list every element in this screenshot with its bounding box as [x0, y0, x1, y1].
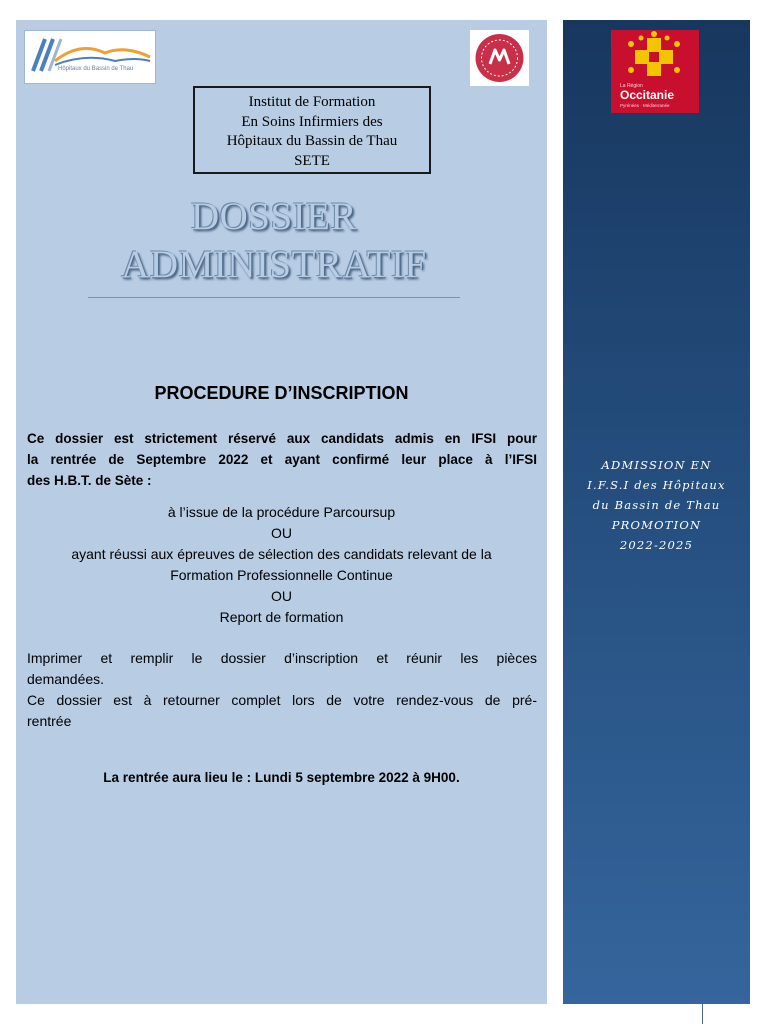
condition-line: ayant réussi aux épreuves de sélection des candidats relevant de la: [71, 546, 492, 562]
reserved-line: Ce dossier est strictement réservé aux candidats admis en IFSI pour: [27, 431, 537, 446]
institution-line: Hôpitaux du Bassin de Thau: [226, 133, 398, 149]
title-underline: [88, 297, 460, 298]
instruction-line: demandées.: [27, 671, 105, 687]
start-date-notice: La rentrée aura lieu le : Lundi 5 septembre 2022 à 9H00.: [103, 770, 460, 785]
instructions-block: [27, 648, 537, 732]
hbt-logo-graphic: [25, 31, 155, 83]
instruction-line: Ce dossier est à retourner complet lors de votre rendez-vous de pré-: [27, 692, 537, 708]
sidebar-line: PROMOTION: [611, 518, 702, 532]
sidebar-admission-text: [563, 455, 750, 555]
title-line-2: ADMINISTRATIF: [121, 243, 427, 286]
institution-line: En Soins Infirmiers des: [241, 113, 383, 130]
instruction-line: rentrée: [27, 713, 72, 729]
university-logo: [470, 30, 529, 86]
condition-line: OU: [271, 525, 292, 541]
condition-line: Formation Professionnelle Continue: [170, 567, 393, 583]
occitanie-name: Occitanie: [620, 88, 675, 102]
institution-box: [193, 86, 431, 174]
condition-line: à l’issue de la procédure Parcoursup: [167, 504, 396, 520]
admission-conditions: [16, 502, 547, 628]
condition-line: Report de formation: [219, 609, 344, 625]
occitanie-logo: [611, 30, 699, 113]
hbt-logo-caption: Hôpitaux du Bassin de Thau: [58, 66, 134, 72]
reserved-line: des H.B.T. de Sète :: [27, 473, 152, 488]
occitanie-subtitle: Pyrénées · Méditerranée: [620, 103, 670, 108]
reserved-notice: [27, 428, 537, 491]
document-title: [88, 193, 460, 289]
sidebar-line: 2022-2025: [619, 538, 694, 552]
sidebar-line: ADMISSION EN: [601, 458, 712, 472]
page-edge-mark: [702, 1004, 703, 1024]
sidebar-line: du Bassin de Thau: [592, 498, 721, 512]
institution-line: Institut de Formation: [248, 94, 376, 110]
hbt-logo: [24, 30, 156, 84]
institution-line: SETE: [294, 152, 330, 169]
reserved-line: la rentrée de Septembre 2022 et ayant confirmé leur place à l’IFSI: [27, 452, 537, 467]
occitanie-region-label: La Région: [620, 83, 643, 89]
instruction-line: Imprimer et remplir le dossier d’inscription et réunir les pièces: [27, 650, 537, 666]
university-seal-icon: [470, 30, 529, 86]
condition-line: OU: [271, 588, 292, 604]
title-line-1: DOSSIER: [190, 195, 358, 238]
procedure-heading: PROCEDURE D’INSCRIPTION: [154, 383, 409, 403]
sidebar-line: I.F.S.I des Hôpitaux: [587, 478, 726, 492]
occitan-cross-icon: [611, 30, 699, 82]
